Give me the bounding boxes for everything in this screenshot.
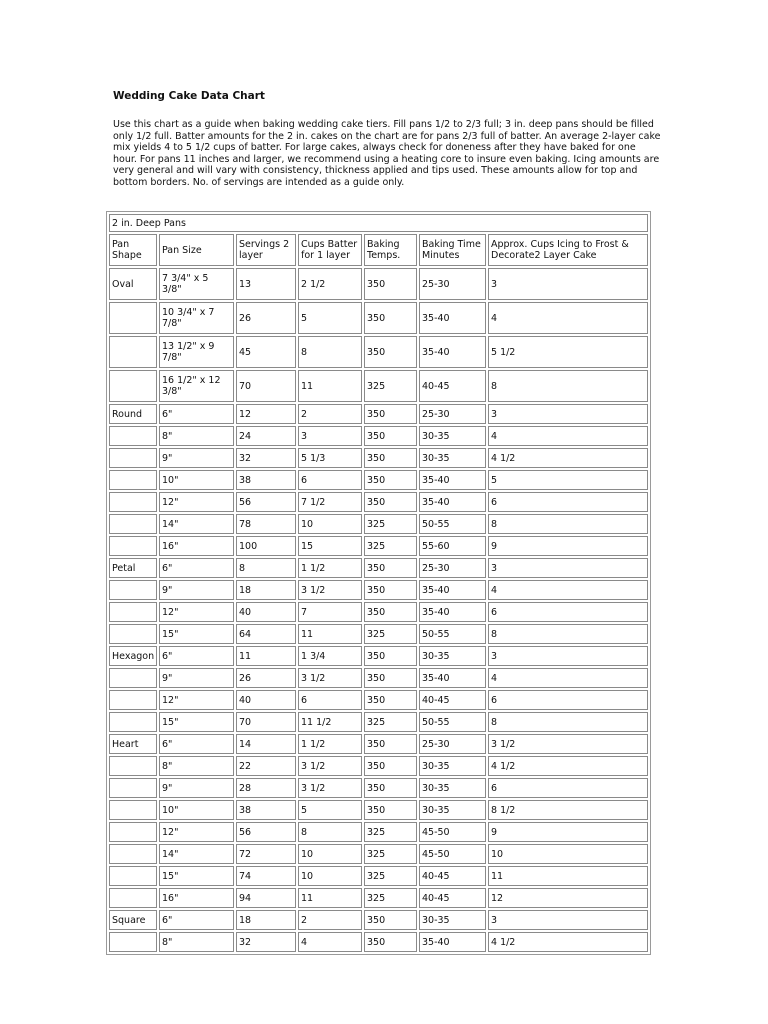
- icing-cups-cell: 12: [488, 888, 648, 908]
- wedding-cake-data-table: [106, 211, 651, 955]
- baking-temp-cell: 325: [364, 536, 417, 556]
- icing-cups-cell: 4: [488, 580, 648, 600]
- cups-batter-cell: 3: [298, 426, 362, 446]
- pan-size-cell: 9": [159, 668, 234, 688]
- cups-batter-cell: 6: [298, 470, 362, 490]
- table-row: [109, 932, 648, 952]
- servings-cell: 18: [236, 580, 296, 600]
- pan-size-cell: 6": [159, 558, 234, 578]
- pan-shape-cell: Oval: [109, 268, 157, 300]
- pan-size-cell: 15": [159, 624, 234, 644]
- baking-temp-cell: 325: [364, 888, 417, 908]
- baking-temp-cell: 350: [364, 668, 417, 688]
- table-row: [109, 268, 648, 300]
- servings-cell: 26: [236, 668, 296, 688]
- table-header-row: [109, 234, 648, 266]
- servings-cell: 45: [236, 336, 296, 368]
- baking-temp-cell: 325: [364, 844, 417, 864]
- pan-size-cell: 10": [159, 800, 234, 820]
- icing-cups-cell: 3: [488, 268, 648, 300]
- baking-time-cell: 40-45: [419, 866, 486, 886]
- table-row: [109, 426, 648, 446]
- header-pan-size: Pan Size: [159, 234, 234, 266]
- baking-temp-cell: 325: [364, 712, 417, 732]
- table-row: [109, 492, 648, 512]
- pan-size-cell: 10": [159, 470, 234, 490]
- pan-shape-cell: Heart: [109, 734, 157, 754]
- cups-batter-cell: 1 3/4: [298, 646, 362, 666]
- pan-size-cell: 8": [159, 756, 234, 776]
- pan-size-cell: 7 3/4" x 5 3/8": [159, 268, 234, 300]
- icing-cups-cell: 3: [488, 910, 648, 930]
- baking-temp-cell: 350: [364, 602, 417, 622]
- baking-temp-cell: 350: [364, 404, 417, 424]
- baking-temp-cell: 350: [364, 448, 417, 468]
- servings-cell: 70: [236, 370, 296, 402]
- header-baking-time: Baking Time Minutes: [419, 234, 486, 266]
- cups-batter-cell: 4: [298, 932, 362, 952]
- servings-cell: 26: [236, 302, 296, 334]
- table-row: [109, 580, 648, 600]
- icing-cups-cell: 8: [488, 712, 648, 732]
- pan-shape-cell: [109, 580, 157, 600]
- table-row: [109, 866, 648, 886]
- table-row: [109, 844, 648, 864]
- baking-temp-cell: 325: [364, 822, 417, 842]
- baking-temp-cell: 350: [364, 302, 417, 334]
- cups-batter-cell: 3 1/2: [298, 580, 362, 600]
- servings-cell: 18: [236, 910, 296, 930]
- pan-size-cell: 16": [159, 536, 234, 556]
- servings-cell: 13: [236, 268, 296, 300]
- header-baking-temps: Baking Temps.: [364, 234, 417, 266]
- cups-batter-cell: 1 1/2: [298, 558, 362, 578]
- cups-batter-cell: 11: [298, 370, 362, 402]
- table-caption-row: [109, 214, 648, 232]
- pan-size-cell: 14": [159, 514, 234, 534]
- baking-temp-cell: 350: [364, 268, 417, 300]
- baking-time-cell: 30-35: [419, 646, 486, 666]
- pan-shape-cell: [109, 844, 157, 864]
- servings-cell: 32: [236, 448, 296, 468]
- servings-cell: 32: [236, 932, 296, 952]
- pan-shape-cell: [109, 302, 157, 334]
- cups-batter-cell: 11: [298, 624, 362, 644]
- pan-size-cell: 6": [159, 910, 234, 930]
- icing-cups-cell: 8: [488, 370, 648, 402]
- pan-size-cell: 6": [159, 734, 234, 754]
- baking-temp-cell: 350: [364, 910, 417, 930]
- pan-shape-cell: [109, 668, 157, 688]
- pan-size-cell: 6": [159, 646, 234, 666]
- cups-batter-cell: 2: [298, 910, 362, 930]
- servings-cell: 38: [236, 470, 296, 490]
- icing-cups-cell: 9: [488, 822, 648, 842]
- pan-size-cell: 14": [159, 844, 234, 864]
- baking-time-cell: 55-60: [419, 536, 486, 556]
- pan-shape-cell: [109, 370, 157, 402]
- baking-temp-cell: 350: [364, 800, 417, 820]
- baking-time-cell: 25-30: [419, 734, 486, 754]
- cups-batter-cell: 7 1/2: [298, 492, 362, 512]
- table-row: [109, 536, 648, 556]
- table-row: [109, 888, 648, 908]
- servings-cell: 94: [236, 888, 296, 908]
- pan-shape-cell: [109, 822, 157, 842]
- servings-cell: 56: [236, 492, 296, 512]
- cups-batter-cell: 3 1/2: [298, 756, 362, 776]
- baking-temp-cell: 350: [364, 778, 417, 798]
- cups-batter-cell: 10: [298, 514, 362, 534]
- servings-cell: 12: [236, 404, 296, 424]
- servings-cell: 8: [236, 558, 296, 578]
- icing-cups-cell: 4 1/2: [488, 932, 648, 952]
- pan-shape-cell: [109, 514, 157, 534]
- pan-shape-cell: [109, 690, 157, 710]
- baking-time-cell: 35-40: [419, 668, 486, 688]
- cups-batter-cell: 5 1/3: [298, 448, 362, 468]
- servings-cell: 78: [236, 514, 296, 534]
- table-row: [109, 756, 648, 776]
- pan-shape-cell: [109, 448, 157, 468]
- servings-cell: 11: [236, 646, 296, 666]
- table-row: [109, 734, 648, 754]
- cups-batter-cell: 2: [298, 404, 362, 424]
- pan-shape-cell: [109, 624, 157, 644]
- baking-time-cell: 40-45: [419, 370, 486, 402]
- pan-size-cell: 12": [159, 492, 234, 512]
- cups-batter-cell: 11: [298, 888, 362, 908]
- servings-cell: 40: [236, 690, 296, 710]
- table-row: [109, 558, 648, 578]
- baking-time-cell: 25-30: [419, 558, 486, 578]
- servings-cell: 64: [236, 624, 296, 644]
- pan-shape-cell: [109, 470, 157, 490]
- pan-size-cell: 13 1/2" x 9 7/8": [159, 336, 234, 368]
- table-row: [109, 404, 648, 424]
- baking-time-cell: 50-55: [419, 624, 486, 644]
- servings-cell: 56: [236, 822, 296, 842]
- icing-cups-cell: 4: [488, 302, 648, 334]
- pan-size-cell: 9": [159, 448, 234, 468]
- icing-cups-cell: 10: [488, 844, 648, 864]
- baking-time-cell: 30-35: [419, 756, 486, 776]
- servings-cell: 22: [236, 756, 296, 776]
- table-row: [109, 336, 648, 368]
- table-row: [109, 302, 648, 334]
- pan-size-cell: 16": [159, 888, 234, 908]
- baking-temp-cell: 325: [364, 866, 417, 886]
- baking-time-cell: 35-40: [419, 492, 486, 512]
- table-row: [109, 646, 648, 666]
- cups-batter-cell: 15: [298, 536, 362, 556]
- baking-temp-cell: 350: [364, 690, 417, 710]
- page-title: Wedding Cake Data Chart: [113, 90, 265, 102]
- pan-shape-cell: [109, 712, 157, 732]
- table-row: [109, 712, 648, 732]
- icing-cups-cell: 3: [488, 558, 648, 578]
- baking-time-cell: 50-55: [419, 514, 486, 534]
- icing-cups-cell: 5: [488, 470, 648, 490]
- baking-time-cell: 30-35: [419, 448, 486, 468]
- baking-temp-cell: 350: [364, 734, 417, 754]
- cups-batter-cell: 2 1/2: [298, 268, 362, 300]
- baking-time-cell: 35-40: [419, 302, 486, 334]
- table-row: [109, 668, 648, 688]
- icing-cups-cell: 5 1/2: [488, 336, 648, 368]
- pan-size-cell: 8": [159, 426, 234, 446]
- icing-cups-cell: 3 1/2: [488, 734, 648, 754]
- baking-temp-cell: 350: [364, 756, 417, 776]
- icing-cups-cell: 11: [488, 866, 648, 886]
- pan-size-cell: 16 1/2" x 12 3/8": [159, 370, 234, 402]
- table-row: [109, 624, 648, 644]
- cups-batter-cell: 8: [298, 336, 362, 368]
- cups-batter-cell: 8: [298, 822, 362, 842]
- icing-cups-cell: 6: [488, 690, 648, 710]
- pan-shape-cell: [109, 602, 157, 622]
- pan-size-cell: 15": [159, 712, 234, 732]
- servings-cell: 40: [236, 602, 296, 622]
- baking-temp-cell: 350: [364, 470, 417, 490]
- icing-cups-cell: 4 1/2: [488, 756, 648, 776]
- pan-size-cell: 12": [159, 602, 234, 622]
- baking-time-cell: 40-45: [419, 690, 486, 710]
- header-icing-cups: Approx. Cups Icing to Frost & Decorate2 Layer Cake: [488, 234, 648, 266]
- table-caption: 2 in. Deep Pans: [109, 214, 648, 232]
- pan-shape-cell: [109, 932, 157, 952]
- icing-cups-cell: 9: [488, 536, 648, 556]
- cups-batter-cell: 5: [298, 302, 362, 334]
- table-row: [109, 910, 648, 930]
- pan-size-cell: 10 3/4" x 7 7/8": [159, 302, 234, 334]
- table-row: [109, 370, 648, 402]
- pan-shape-cell: [109, 756, 157, 776]
- icing-cups-cell: 8: [488, 624, 648, 644]
- servings-cell: 24: [236, 426, 296, 446]
- servings-cell: 38: [236, 800, 296, 820]
- baking-time-cell: 25-30: [419, 404, 486, 424]
- pan-shape-cell: Petal: [109, 558, 157, 578]
- pan-size-cell: 12": [159, 822, 234, 842]
- baking-temp-cell: 350: [364, 646, 417, 666]
- header-pan-shape: Pan Shape: [109, 234, 157, 266]
- baking-temp-cell: 350: [364, 336, 417, 368]
- icing-cups-cell: 8 1/2: [488, 800, 648, 820]
- baking-temp-cell: 350: [364, 492, 417, 512]
- baking-time-cell: 30-35: [419, 778, 486, 798]
- servings-cell: 74: [236, 866, 296, 886]
- cups-batter-cell: 1 1/2: [298, 734, 362, 754]
- baking-time-cell: 50-55: [419, 712, 486, 732]
- icing-cups-cell: 3: [488, 404, 648, 424]
- pan-shape-cell: [109, 888, 157, 908]
- table-body: [109, 214, 648, 952]
- servings-cell: 28: [236, 778, 296, 798]
- pan-size-cell: 9": [159, 778, 234, 798]
- pan-shape-cell: [109, 778, 157, 798]
- cups-batter-cell: 3 1/2: [298, 668, 362, 688]
- table-row: [109, 690, 648, 710]
- baking-time-cell: 35-40: [419, 470, 486, 490]
- baking-time-cell: 35-40: [419, 602, 486, 622]
- intro-paragraph: Use this chart as a guide when baking wedding cake tiers. Fill pans 1/2 to 2/3 full; 3 in. deep pans should be filled only 1/2 full. Batter amounts for the 2 in. cakes on the chart are for pans 2/3 full of batter. An average 2-layer cake mix yields 4 to 5 1/2 cups of batter. For large cakes, always check for doneness after they have baked for one hour. For pans 11 inches and larger, we recommend using a heating core to insure even baking. Icing amounts are very general and will vary with consistency, thickness applied and tips used. These amounts allow for top and bottom borders. No. of servings are intended as a guide only.: [113, 119, 661, 188]
- pan-shape-cell: [109, 336, 157, 368]
- baking-temp-cell: 350: [364, 932, 417, 952]
- pan-shape-cell: [109, 426, 157, 446]
- table-row: [109, 448, 648, 468]
- pan-size-cell: 8": [159, 932, 234, 952]
- cups-batter-cell: 6: [298, 690, 362, 710]
- cups-batter-cell: 5: [298, 800, 362, 820]
- pan-shape-cell: [109, 866, 157, 886]
- table-row: [109, 822, 648, 842]
- baking-time-cell: 45-50: [419, 844, 486, 864]
- baking-temp-cell: 325: [364, 624, 417, 644]
- servings-cell: 70: [236, 712, 296, 732]
- icing-cups-cell: 6: [488, 602, 648, 622]
- cups-batter-cell: 10: [298, 866, 362, 886]
- table-row: [109, 778, 648, 798]
- header-cups-batter: Cups Batter for 1 layer: [298, 234, 362, 266]
- baking-time-cell: 25-30: [419, 268, 486, 300]
- baking-time-cell: 40-45: [419, 888, 486, 908]
- icing-cups-cell: 4 1/2: [488, 448, 648, 468]
- pan-shape-cell: Hexagon: [109, 646, 157, 666]
- pan-size-cell: 9": [159, 580, 234, 600]
- icing-cups-cell: 4: [488, 668, 648, 688]
- pan-shape-cell: Square: [109, 910, 157, 930]
- baking-time-cell: 35-40: [419, 580, 486, 600]
- pan-shape-cell: [109, 492, 157, 512]
- baking-time-cell: 35-40: [419, 336, 486, 368]
- servings-cell: 100: [236, 536, 296, 556]
- pan-size-cell: 6": [159, 404, 234, 424]
- baking-temp-cell: 350: [364, 558, 417, 578]
- baking-temp-cell: 350: [364, 426, 417, 446]
- pan-size-cell: 15": [159, 866, 234, 886]
- baking-time-cell: 30-35: [419, 426, 486, 446]
- icing-cups-cell: 4: [488, 426, 648, 446]
- baking-temp-cell: 325: [364, 514, 417, 534]
- baking-time-cell: 30-35: [419, 910, 486, 930]
- baking-time-cell: 35-40: [419, 932, 486, 952]
- pan-shape-cell: Round: [109, 404, 157, 424]
- icing-cups-cell: 6: [488, 492, 648, 512]
- cups-batter-cell: 11 1/2: [298, 712, 362, 732]
- baking-temp-cell: 350: [364, 580, 417, 600]
- cups-batter-cell: 3 1/2: [298, 778, 362, 798]
- table-row: [109, 800, 648, 820]
- pan-shape-cell: [109, 536, 157, 556]
- servings-cell: 14: [236, 734, 296, 754]
- table-row: [109, 514, 648, 534]
- pan-shape-cell: [109, 800, 157, 820]
- table-row: [109, 470, 648, 490]
- icing-cups-cell: 3: [488, 646, 648, 666]
- icing-cups-cell: 6: [488, 778, 648, 798]
- header-servings: Servings 2 layer: [236, 234, 296, 266]
- cups-batter-cell: 10: [298, 844, 362, 864]
- baking-time-cell: 30-35: [419, 800, 486, 820]
- cups-batter-cell: 7: [298, 602, 362, 622]
- servings-cell: 72: [236, 844, 296, 864]
- icing-cups-cell: 8: [488, 514, 648, 534]
- baking-time-cell: 45-50: [419, 822, 486, 842]
- baking-temp-cell: 325: [364, 370, 417, 402]
- pan-size-cell: 12": [159, 690, 234, 710]
- table-row: [109, 602, 648, 622]
